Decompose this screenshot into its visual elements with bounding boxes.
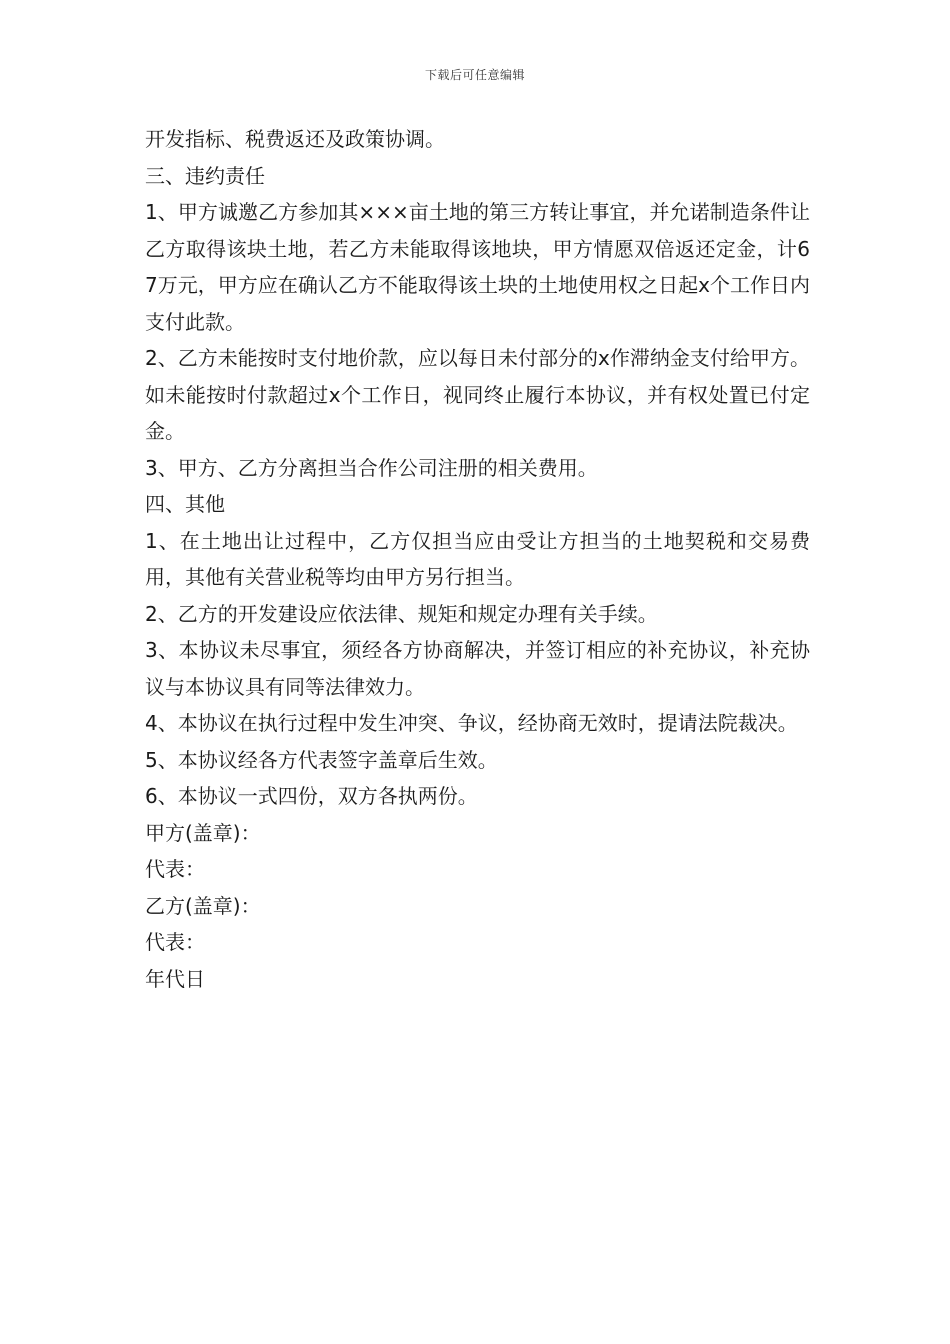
clause-item: 2、乙方未能按时支付地价款，应以每日未付部分的x作滞纳金支付给甲方。如未能按时付款超过x个工作日，视同终止履行本协议，并有权处置已付定金。 xyxy=(145,346,810,443)
document-body xyxy=(145,121,810,997)
clause-item: 5、本协议经各方代表签字盖章后生效。 xyxy=(145,747,498,772)
section-heading: 三、违约责任 xyxy=(145,163,265,188)
signature-line-party-a: 甲方(盖章)： xyxy=(145,820,261,845)
clause-item: 1、甲方诚邀乙方参加其×××亩土地的第三方转让事宜，并允诺制造条件让乙方取得该块土地，若乙方未能取得该地块，甲方情愿双倍返还定金，计67万元，甲方应在确认乙方不能取得该土块的土地使用权之日起x个工作日内支付此款。 xyxy=(145,200,810,334)
signature-line-representative: 代表： xyxy=(145,930,205,954)
clause-item: 6、本协议一式四份，双方各执两份。 xyxy=(145,784,478,808)
clause-item: 3、本协议未尽事宜，须经各方协商解决，并签订相应的补充协议，补充协议与本协议具有同等法律效力。 xyxy=(145,638,810,699)
clause-item: 3、甲方、乙方分离担当合作公司注册的相关费用。 xyxy=(145,455,598,480)
signature-line-representative: 代表： xyxy=(145,857,205,881)
section-heading: 四、其他 xyxy=(145,492,225,516)
clause-item: 2、乙方的开发建设应依法律、规矩和规定办理有关手续。 xyxy=(145,601,658,626)
date-line: 年代日 xyxy=(145,966,205,991)
clause-item: 4、本协议在执行过程中发生冲突、争议，经协商无效时，提请法院裁决。 xyxy=(145,711,798,735)
page-header: 下载后可任意编辑 xyxy=(424,68,525,82)
signature-line-party-b: 乙方(盖章)： xyxy=(145,893,261,918)
clause-item: 1、在土地出让过程中，乙方仅担当应由受让方担当的土地契税和交易费用，其他有关营业税等均由甲方另行担当。 xyxy=(145,528,810,589)
paragraph-item: 开发指标、税费返还及政策协调。 xyxy=(145,127,445,151)
